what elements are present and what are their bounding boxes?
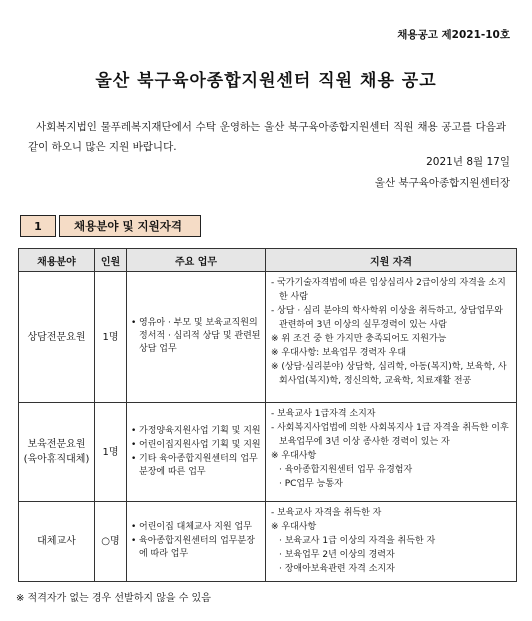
notice-date: 2021년 8월 17일 <box>426 156 510 168</box>
duty-item: • 영유아 · 부모 및 보육교직원의 정서적 · 심리적 상담 및 관련된 상담 업무 <box>131 317 261 356</box>
issuer-name: 울산 북구육아종합지원센터장 <box>374 177 510 189</box>
count-cell: 1명 <box>95 272 127 403</box>
qual-line: - 보육교사 자격을 취득한 자 <box>271 508 382 518</box>
qual-note: ※ 우대사항 <box>271 522 317 532</box>
column-header: 인원 <box>95 249 127 272</box>
qual-item: · 보육업무 2년 이상의 경력자 <box>279 550 395 560</box>
duty-item: • 육아종합지원센터의 업무분장에 따라 업무 <box>131 535 261 561</box>
section-header <box>20 215 201 237</box>
table-row <box>19 502 517 582</box>
intro-paragraph: 사회복지법인 물푸레복지재단에서 수탁 운영하는 울산 북구육아종합지원센터 직원 채용 공고를 다음과 같이 하오니 많은 지원 바랍니다. <box>28 121 506 153</box>
duty-item: • 어린이집지원사업 기획 및 지원 <box>131 439 261 452</box>
section-title: 채용분야 및 지원자격 <box>59 215 201 237</box>
quals-cell <box>266 502 517 582</box>
quals-cell <box>266 272 517 403</box>
area-cell: 대체교사 <box>19 502 95 582</box>
table-header-row <box>19 249 517 272</box>
area-cell: 상담전문요원 <box>19 272 95 403</box>
duty-item: • 어린이집 대체교사 지원 업무 <box>131 521 261 534</box>
footnote: ※ 적격자가 없는 경우 선발하지 않을 수 있음 <box>16 593 211 604</box>
qual-line: - 상담 · 심리 분야의 학사학위 이상을 취득하고, 상담업무와 관련하여 3년 이상의 실무경력이 있는 사람 <box>271 306 503 330</box>
count-cell: 1명 <box>95 403 127 502</box>
notice-number: 채용공고 제2021-10호 <box>397 29 510 41</box>
qual-line: - 국가기술자격법에 따른 임상심리사 2급이상의 자격을 소지한 사람 <box>271 278 506 302</box>
qual-note: ※ 위 조건 중 한 가지만 충족되어도 지원가능 <box>271 334 447 344</box>
duty-item: • 기타 육아종합지원센터의 업무분장에 따른 업무 <box>131 453 261 479</box>
column-header: 채용분야 <box>19 249 95 272</box>
column-header: 주요 업무 <box>127 249 266 272</box>
section-number: 1 <box>20 215 56 237</box>
qual-note: ※ 우대사항 <box>271 451 317 461</box>
table-row <box>19 272 517 403</box>
column-header: 지원 자격 <box>266 249 517 272</box>
qual-item: · PC업무 능통자 <box>279 479 343 489</box>
page-title: 울산 북구육아종합지원센터 직원 채용 공고 <box>95 71 437 91</box>
qual-line: - 사회복지사업법에 의한 사회복지사 1급 자격을 취득한 이후 보육업무에 3년 이상 종사한 경력이 있는 자 <box>271 423 509 447</box>
qual-line: - 보육교사 1급자격 소지자 <box>271 409 376 419</box>
duties-cell <box>127 403 266 502</box>
duty-item: • 가정양육지원사업 기획 및 지원 <box>131 425 261 438</box>
qual-item: · 보육교사 1급 이상의 자격을 취득한 자 <box>279 536 436 546</box>
qual-item: · 육아종합지원센터 업무 유경험자 <box>279 465 413 475</box>
area-sub: (육아휴직대체) <box>23 454 90 465</box>
count-cell: ○명 <box>95 502 127 582</box>
quals-cell <box>266 403 517 502</box>
qual-note: ※ (상담·심리분야) 상담학, 심리학, 아동(복지)학, 보육학, 사회사업(복지)학, 정신의학, 교육학, 치료재활 전공 <box>271 362 507 386</box>
area-name: 보육전문요원 <box>27 439 86 450</box>
qual-item: · 장애아보육관련 자격 소지자 <box>279 564 395 574</box>
jobs-table <box>18 248 517 582</box>
qual-note: ※ 우대사항: 보육업무 경력자 우대 <box>271 348 407 358</box>
table-row <box>19 403 517 502</box>
duties-cell <box>127 272 266 403</box>
duties-cell <box>127 502 266 582</box>
area-cell <box>19 403 95 502</box>
